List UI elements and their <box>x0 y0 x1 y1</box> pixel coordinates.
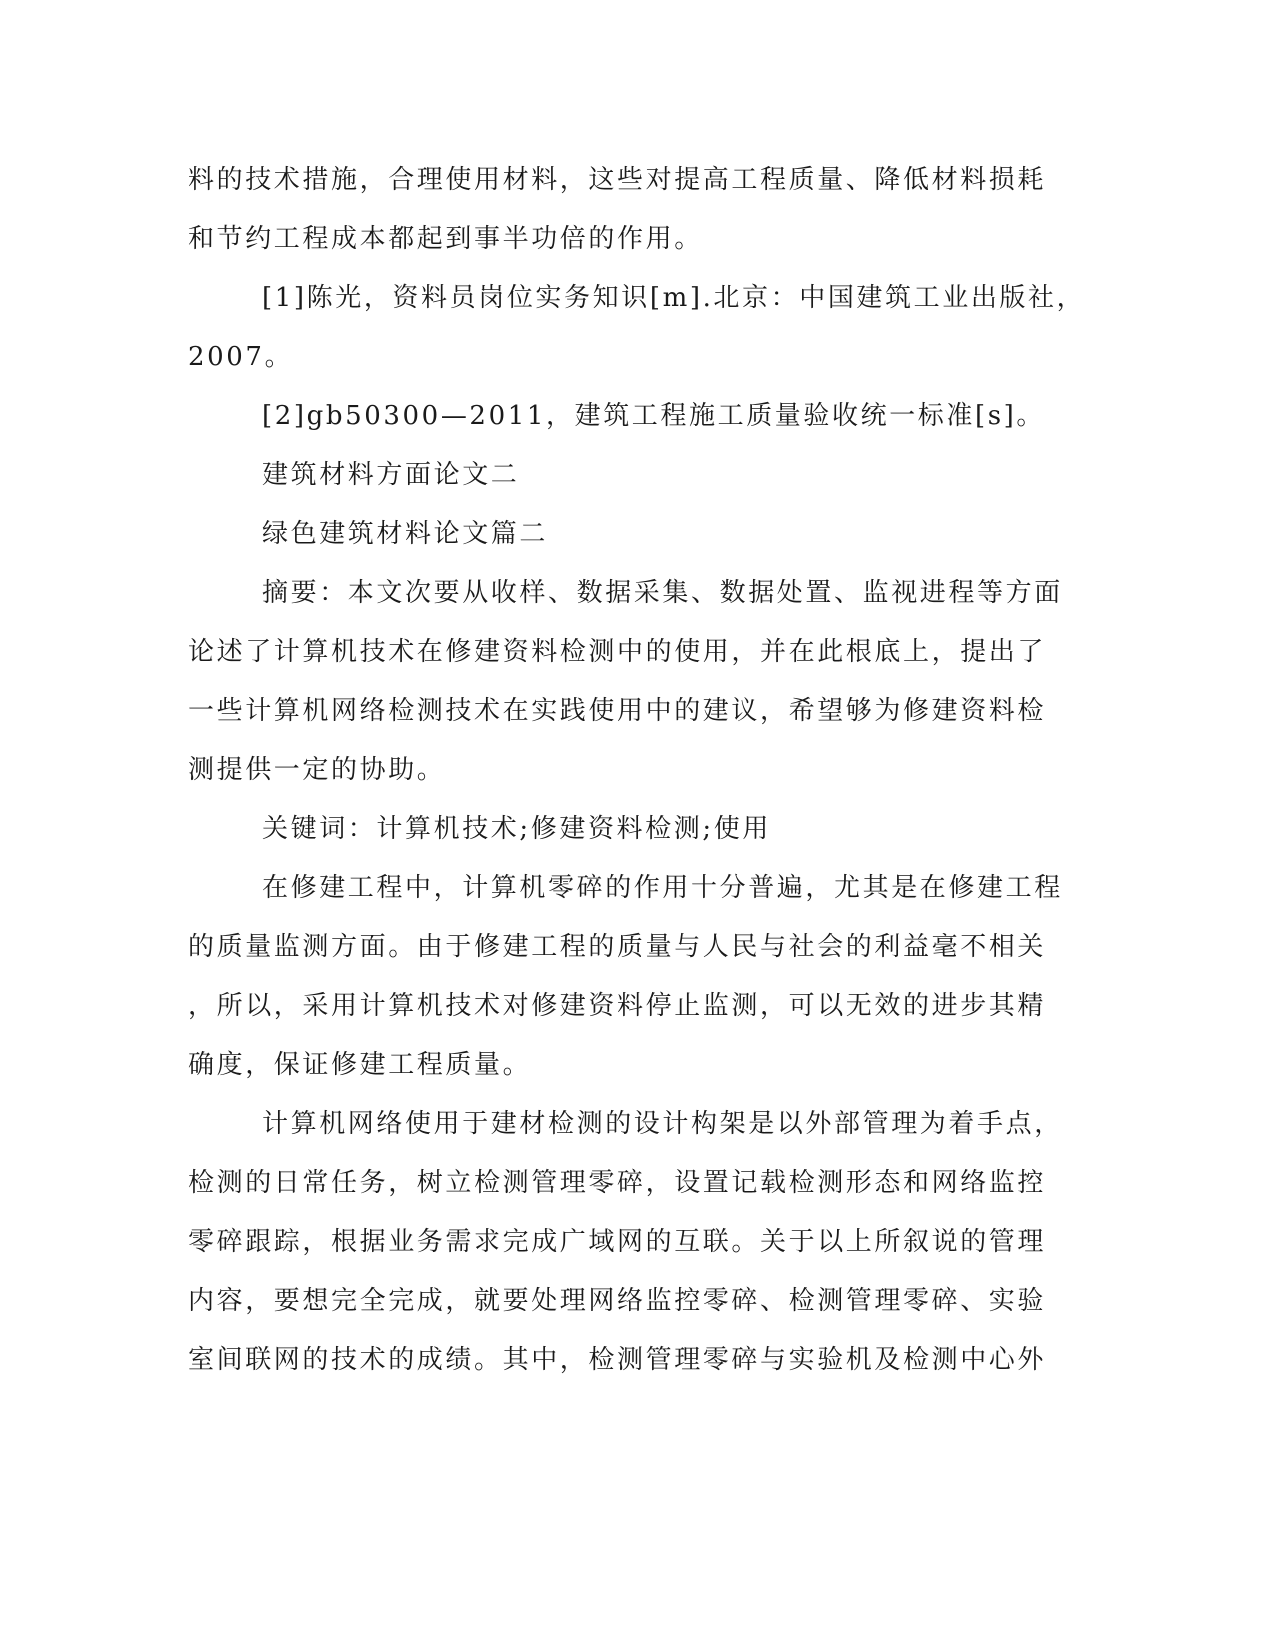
text-line: 测提供一定的协助。 <box>188 755 446 785</box>
paragraph-start: 在修建工程中，计算机零碎的作用十分普遍，尤其是在修建工程 <box>262 873 1063 903</box>
text-line: 确度，保证修建工程质量。 <box>188 1050 532 1080</box>
section-heading: 建筑材料方面论文二 <box>262 460 520 490</box>
keywords-line: 关键词：计算机技术;修建资料检测;使用 <box>262 814 771 844</box>
abstract-line: 摘要：本文次要从收样、数据采集、数据处置、监视进程等方面 <box>262 578 1063 608</box>
text-line: 的质量监测方面。由于修建工程的质量与人民与社会的利益毫不相关 <box>188 932 1047 962</box>
text-line: ，所以，采用计算机技术对修建资料停止监测，可以无效的进步其精 <box>188 991 1047 1021</box>
text-line: 室间联网的技术的成绩。其中，检测管理零碎与实验机及检测中心外 <box>188 1345 1047 1375</box>
paragraph-start: 计算机网络使用于建材检测的设计构架是以外部管理为着手点， <box>262 1109 1063 1139</box>
section-subheading: 绿色建筑材料论文篇二 <box>262 519 549 549</box>
text-line: 料的技术措施，合理使用材料，这些对提高工程质量、降低材料损耗 <box>188 165 1047 195</box>
text-line: 2007。 <box>188 342 294 372</box>
reference-item: [1]陈光，资料员岗位实务知识[m].北京：中国建筑工业出版社， <box>262 283 1086 313</box>
text-line: 内容，要想完全完成，就要处理网络监控零碎、检测管理零碎、实验 <box>188 1286 1047 1316</box>
text-line: 检测的日常任务，树立检测管理零碎，设置记载检测形态和网络监控 <box>188 1168 1047 1198</box>
reference-item: [2]gb50300—2011，建筑工程施工质量验收统一标准[s]。 <box>262 401 1046 431</box>
text-line: 和节约工程成本都起到事半功倍的作用。 <box>188 224 703 254</box>
text-line: 零碎跟踪，根据业务需求完成广域网的互联。关于以上所叙说的管理 <box>188 1227 1047 1257</box>
text-line: 一些计算机网络检测技术在实践使用中的建议，希望够为修建资料检 <box>188 696 1047 726</box>
text-line: 论述了计算机技术在修建资料检测中的使用，并在此根底上，提出了 <box>188 637 1047 667</box>
